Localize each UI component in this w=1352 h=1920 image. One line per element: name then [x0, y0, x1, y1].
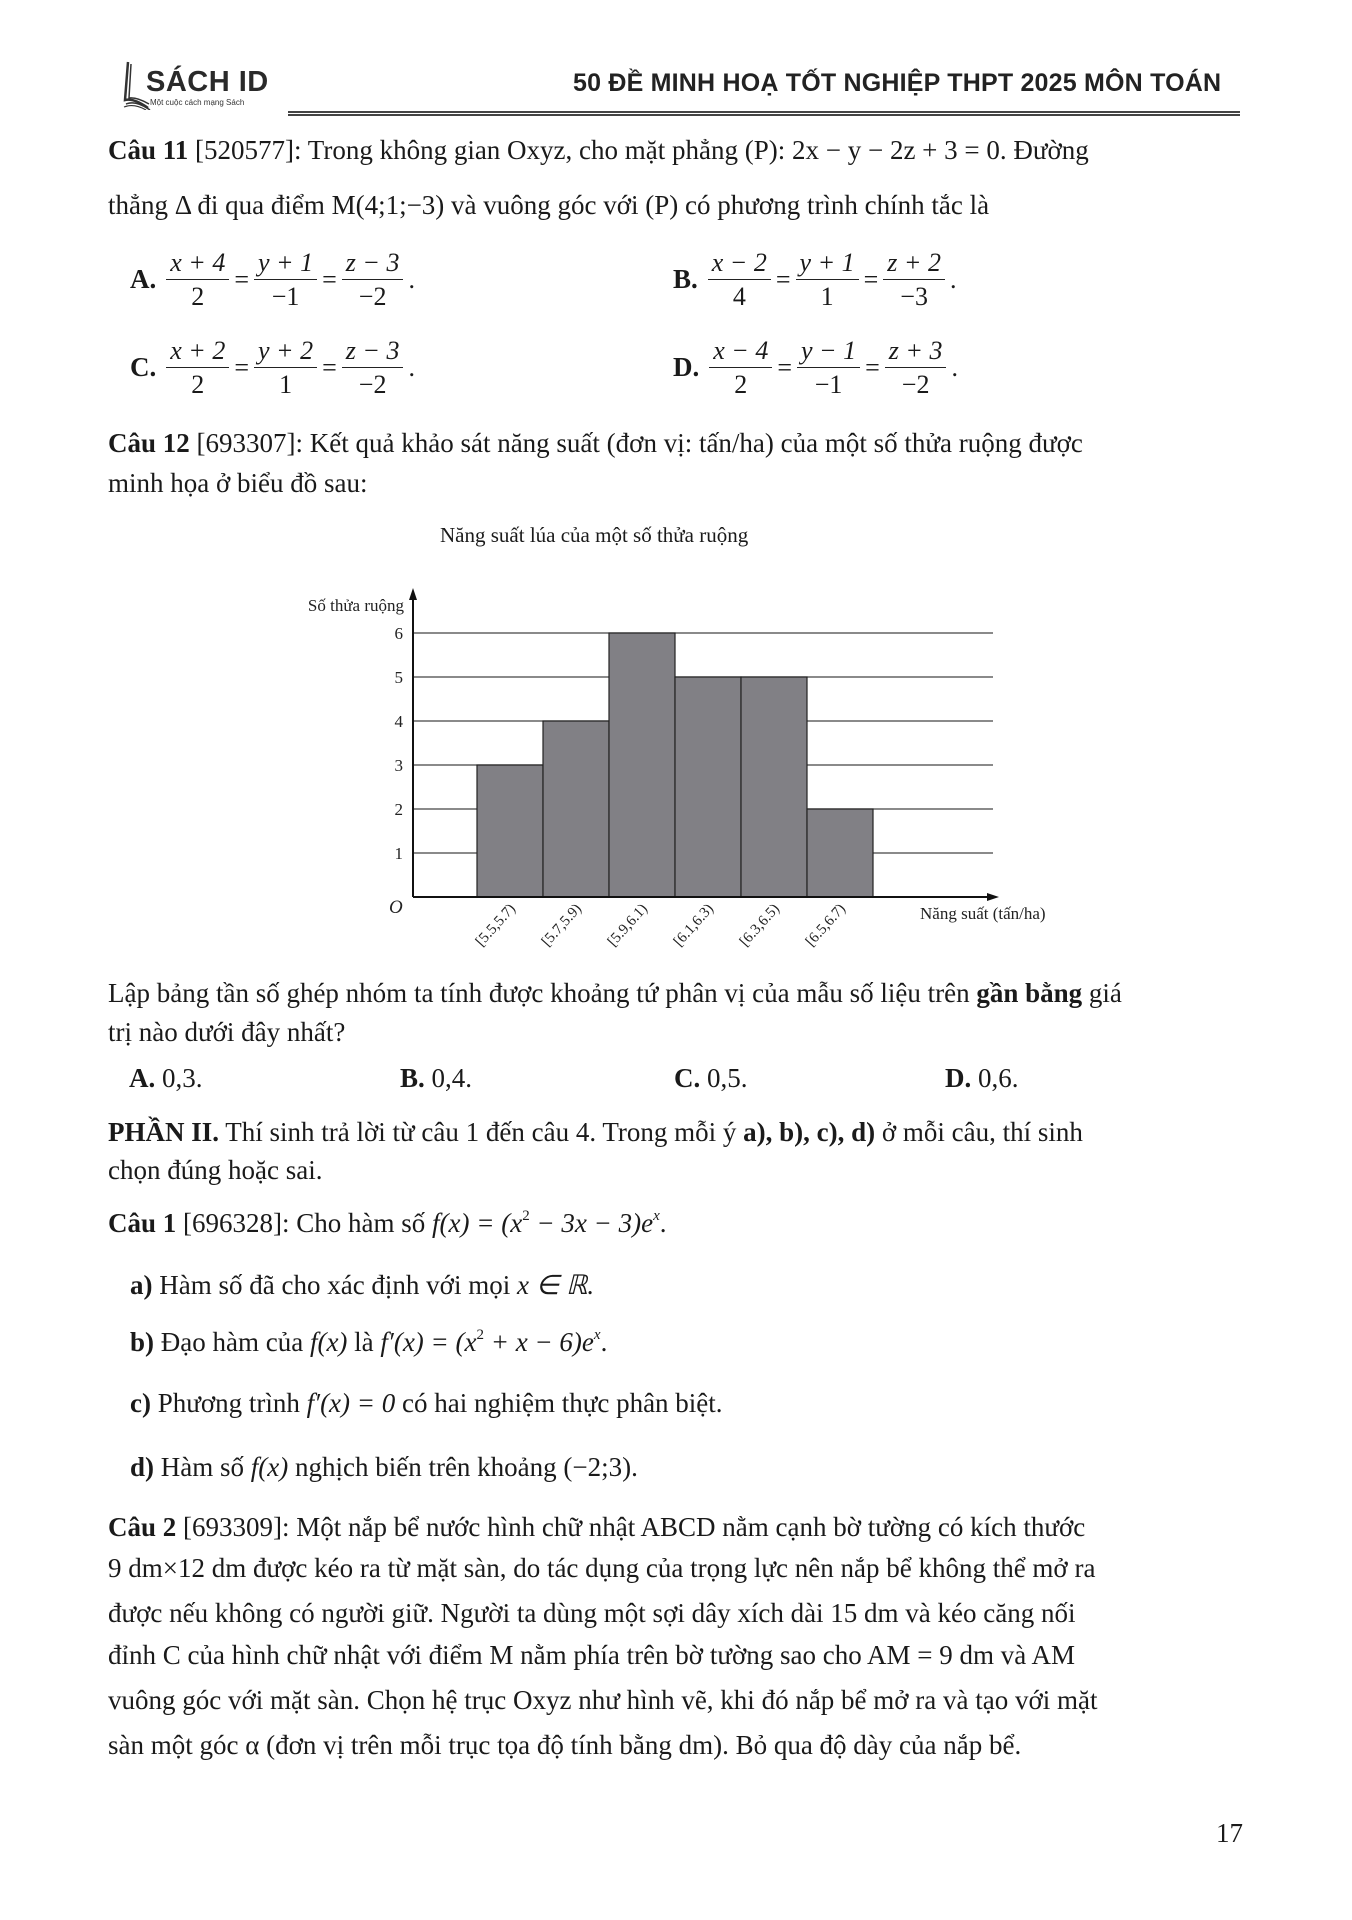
statement-a[interactable]: a) Hàm số đã cho xác định với mọi x ∈ ℝ.: [130, 1270, 595, 1300]
x-tick-label: [6.1,6.3): [670, 900, 717, 950]
x-axis-arrow-icon: [987, 893, 999, 901]
part-2-heading: PHẦN II.: [108, 1117, 220, 1147]
q11-option-a[interactable]: A. $\frac{x + 4}{2}$ = $\frac{y + 1}{-1}$ = $\frac{z - 3}{-2}$ .: [130, 248, 415, 312]
statement-b[interactable]: b) Đạo hàm của f(x) là $f'(x) = (x^2 + x - 6)e^x$.: [130, 1327, 608, 1357]
y-tick-label: 3: [394, 756, 403, 775]
q12-option-b[interactable]: B. 0,4.: [400, 1063, 473, 1093]
q11-id: [520577]: [195, 135, 295, 165]
q11-text-1: : Trong không gian Oxyz, cho mặt phẳng (P): 2x − y − 2z + 3 = 0. Đường: [294, 135, 1089, 165]
histogram-bar: [675, 677, 741, 897]
page-number: 17: [1216, 1818, 1243, 1848]
y-axis-label: Số thửa ruộng: [307, 596, 404, 615]
y-axis-arrow-icon: [409, 588, 417, 600]
q12-option-a[interactable]: A. 0,3.: [129, 1063, 203, 1093]
statement-c[interactable]: c) Phương trình f′(x) = 0 có hai nghiệm thực phân biệt.: [130, 1388, 723, 1418]
y-tick-label: 1: [394, 844, 403, 863]
q12-option-c[interactable]: C. 0,5.: [674, 1063, 748, 1093]
q12-option-d[interactable]: D. 0,6.: [945, 1063, 1019, 1093]
q12-question-line2: trị nào dưới đây nhất?: [108, 1017, 346, 1047]
q11-label: Câu 11: [108, 135, 189, 165]
q11-option-c[interactable]: C. $\frac{x + 2}{2}$ = $\frac{y + 2}{1}$ = $\frac{z - 3}{-2}$ .: [130, 336, 415, 400]
y-tick-label: 2: [394, 800, 403, 819]
q11-line2: thẳng Δ đi qua điểm M(4;1;−3) và vuông góc với (P) có phương trình chính tắc là: [108, 190, 990, 220]
histogram-bar: [477, 765, 543, 897]
y-tick-label: 6: [394, 624, 403, 643]
chart-title: Năng suất lúa của một số thửa ruộng: [440, 523, 749, 547]
logo-subtitle: Một cuộc cách mạng Sách: [150, 98, 245, 107]
histogram-bar: [609, 633, 675, 897]
origin-label: O: [389, 897, 403, 918]
x-tick-label: [6.3,6.5): [736, 900, 783, 950]
q12-line2: minh họa ở biểu đồ sau:: [108, 468, 368, 498]
y-tick-label: 4: [394, 712, 403, 731]
histogram-bar: [543, 721, 609, 897]
logo-title: SÁCH ID: [146, 66, 269, 98]
q12-question-line1: Lập bảng tần số ghép nhóm ta tính được khoảng tứ phân vị của mẫu số liệu trên gần bằng giá: [108, 978, 1122, 1008]
x-tick-label: [5.9,6.1): [604, 900, 651, 950]
histogram-bar: [741, 677, 807, 897]
q11-option-b[interactable]: B. $\frac{x - 2}{4}$ = $\frac{y + 1}{1}$ = $\frac{z + 2}{-3}$ .: [673, 248, 957, 312]
statement-d[interactable]: d) Hàm số f(x) nghịch biến trên khoảng (−2;3).: [130, 1452, 638, 1482]
y-tick-label: 5: [394, 668, 403, 687]
x-tick-label: [6.5,6.7): [802, 900, 849, 950]
x-tick-label: [5.7,5.9): [538, 900, 585, 950]
book-title: 50 ĐỀ MINH HOẠ TỐT NGHIỆP THPT 2025 MÔN TOÁN: [573, 69, 1222, 97]
q11-option-d[interactable]: D. $\frac{x - 4}{2}$ = $\frac{y - 1}{-1}$ = $\frac{z + 3}{-2}$ .: [673, 336, 958, 400]
x-axis-label: Năng suất (tấn/ha): [920, 904, 1046, 923]
x-tick-label: [5.5,5.7): [472, 900, 519, 950]
histogram-bar: [807, 809, 873, 897]
q12-line1: Câu 12 [693307]: Kết quả khảo sát năng suất (đơn vị: tấn/ha) của một số thửa ruộng được: [108, 428, 1083, 458]
